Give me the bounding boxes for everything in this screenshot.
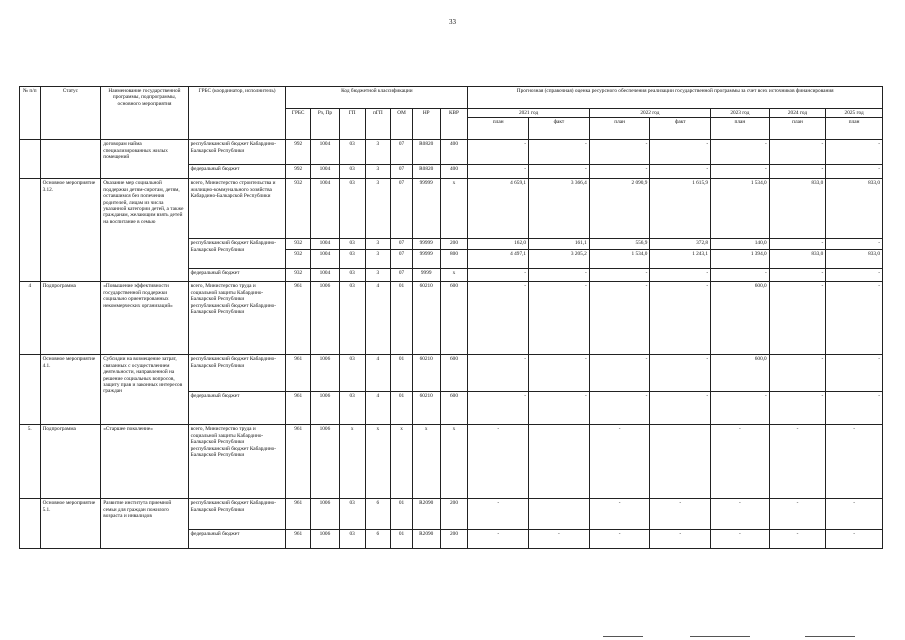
cell-grbs: всего, Министерство труда и социальной защиты Кабардино-Балкарской Республики республиканский бюджет Кабардино-Балкарской Республики bbox=[188, 282, 286, 355]
cell-value: - bbox=[826, 282, 883, 355]
cell-code: 961 bbox=[286, 499, 311, 530]
cell-value: - bbox=[826, 530, 883, 549]
cell-code: 4 bbox=[365, 282, 391, 355]
cell-value: - bbox=[529, 140, 590, 165]
cell-status: Подпрограмма bbox=[40, 282, 101, 355]
table-row bbox=[20, 179, 883, 239]
cell-value: - bbox=[529, 165, 590, 179]
cell-code: 400 bbox=[440, 140, 468, 165]
cell-value bbox=[529, 499, 590, 530]
cell-code: 600 bbox=[440, 282, 468, 355]
cell-code: R2090 bbox=[412, 530, 440, 549]
cell-value: - bbox=[826, 355, 883, 392]
cell-code: 03 bbox=[339, 530, 365, 549]
cell-value: 3 205,2 bbox=[529, 250, 590, 269]
cell-name: Субсидии на возмещение затрат, связанных с осуществлением деятельности, направленной на решение социальных вопросов, защиту прав и законных интересов граждан bbox=[101, 355, 188, 425]
cell-code: 932 bbox=[286, 269, 311, 282]
cell-value: - bbox=[826, 425, 883, 499]
cell-code: x bbox=[440, 179, 468, 239]
cell-code: 932 bbox=[286, 179, 311, 239]
cell-value: - bbox=[711, 392, 770, 425]
cell-value: - bbox=[589, 165, 650, 179]
cell-value: - bbox=[826, 499, 883, 530]
cell-code: x bbox=[440, 269, 468, 282]
cell-code: R0820 bbox=[412, 140, 440, 165]
cell-value: - bbox=[826, 140, 883, 165]
cell-value: - bbox=[650, 140, 711, 165]
cell-value: - bbox=[468, 355, 529, 392]
header-sub: план bbox=[826, 118, 883, 140]
scan-artifact bbox=[603, 636, 643, 637]
cell-value: - bbox=[826, 239, 883, 250]
cell-value: - bbox=[769, 499, 826, 530]
cell-value: - bbox=[529, 392, 590, 425]
cell-code: 03 bbox=[339, 269, 365, 282]
resource-table bbox=[19, 86, 883, 549]
cell-code: 3 bbox=[365, 165, 391, 179]
cell-value: 162,0 bbox=[468, 239, 529, 250]
cell-code: R0820 bbox=[412, 165, 440, 179]
cell-code: 1006 bbox=[311, 425, 340, 499]
cell-value: - bbox=[826, 392, 883, 425]
header-code: ГП bbox=[339, 109, 365, 140]
cell-code: 800 bbox=[440, 250, 468, 269]
cell-value: - bbox=[711, 269, 770, 282]
header-code: Рз, Пр bbox=[311, 109, 340, 140]
cell-value: 1 534,0 bbox=[589, 250, 650, 269]
cell-code: x bbox=[412, 425, 440, 499]
table-row bbox=[20, 355, 883, 392]
table-row bbox=[20, 282, 883, 355]
header-code: НР bbox=[412, 109, 440, 140]
cell-value: - bbox=[826, 269, 883, 282]
cell-value: - bbox=[650, 499, 711, 530]
cell-code: 01 bbox=[391, 282, 413, 355]
cell-value: - bbox=[589, 530, 650, 549]
cell-code: R2090 bbox=[412, 499, 440, 530]
cell-value: - bbox=[589, 140, 650, 165]
cell-code: 961 bbox=[286, 392, 311, 425]
header-num: № п/п bbox=[20, 87, 41, 140]
cell-name: договорам найма специализированных жилых помещений bbox=[101, 140, 188, 179]
cell-value: - bbox=[711, 165, 770, 179]
cell-code: 03 bbox=[339, 499, 365, 530]
cell-code: 07 bbox=[391, 239, 413, 250]
header-code-group: Код бюджетной классификации bbox=[286, 87, 468, 109]
scan-artifact bbox=[690, 636, 750, 637]
cell-code: 3 bbox=[365, 239, 391, 250]
cell-grbs: федеральный бюджет bbox=[188, 165, 286, 179]
cell-code: 6 bbox=[365, 499, 391, 530]
cell-value: - bbox=[711, 425, 770, 499]
header-code: КВР bbox=[440, 109, 468, 140]
cell-status: Подпрограмма bbox=[40, 425, 101, 499]
cell-value: - bbox=[589, 355, 650, 392]
cell-grbs: республиканский бюджет Кабардино-Балкарской Республики bbox=[188, 239, 286, 269]
cell-code: x bbox=[440, 425, 468, 499]
cell-value: - bbox=[650, 282, 711, 355]
cell-code: x bbox=[391, 425, 413, 499]
header-code: пГП bbox=[365, 109, 391, 140]
cell-code: 03 bbox=[339, 282, 365, 355]
cell-value: - bbox=[468, 392, 529, 425]
cell-code: 60210 bbox=[412, 282, 440, 355]
cell-status: Основное мероприятие 4.1. bbox=[40, 355, 101, 425]
cell-value: - bbox=[769, 355, 826, 392]
cell-value: - bbox=[769, 269, 826, 282]
header-forecast-group: Прогнозная (справочная) оценка ресурсного обеспечения реализации государственной программы за счет всех источников финансирования bbox=[468, 87, 883, 109]
cell-code: 1004 bbox=[311, 179, 340, 239]
cell-value: 833,0 bbox=[769, 179, 826, 239]
cell-value: 4 497,1 bbox=[468, 250, 529, 269]
header-year: 2021 год bbox=[468, 109, 589, 118]
cell-value: - bbox=[650, 355, 711, 392]
cell-status: Основное мероприятие 5.1. bbox=[40, 499, 101, 549]
cell-code: 961 bbox=[286, 530, 311, 549]
cell-code: 03 bbox=[339, 179, 365, 239]
cell-name: Развитие института приемной семьи для граждан пожилого возраста и инвалидов bbox=[101, 499, 188, 549]
cell-num bbox=[20, 140, 41, 179]
cell-value: - bbox=[468, 499, 529, 530]
header-sub: факт bbox=[529, 118, 590, 140]
cell-code: 99999 bbox=[412, 239, 440, 250]
page-number: 33 bbox=[449, 18, 456, 26]
cell-value: - bbox=[769, 165, 826, 179]
header-year: 2023 год bbox=[711, 109, 770, 118]
cell-value: - bbox=[769, 392, 826, 425]
cell-code: 400 bbox=[440, 165, 468, 179]
cell-code: 60210 bbox=[412, 392, 440, 425]
header-sub: план bbox=[711, 118, 770, 140]
cell-code: 03 bbox=[339, 165, 365, 179]
cell-value: - bbox=[650, 165, 711, 179]
cell-code: 07 bbox=[391, 140, 413, 165]
cell-code: x bbox=[339, 425, 365, 499]
cell-value: - bbox=[769, 530, 826, 549]
table-row bbox=[20, 140, 883, 165]
cell-value: - bbox=[769, 239, 826, 250]
cell-value: - bbox=[468, 269, 529, 282]
header-code: ОМ bbox=[391, 109, 413, 140]
cell-code: 1006 bbox=[311, 355, 340, 392]
cell-code: 03 bbox=[339, 250, 365, 269]
cell-value: - bbox=[589, 499, 650, 530]
cell-value: - bbox=[589, 392, 650, 425]
cell-value: - bbox=[711, 530, 770, 549]
cell-code: 600 bbox=[440, 355, 468, 392]
cell-status: Основное мероприятие 3.12. bbox=[40, 179, 101, 282]
cell-num: 4 bbox=[20, 282, 41, 355]
cell-code: 01 bbox=[391, 392, 413, 425]
cell-code: 07 bbox=[391, 250, 413, 269]
cell-value: 2 090,9 bbox=[589, 179, 650, 239]
cell-code: 1004 bbox=[311, 140, 340, 165]
cell-value: - bbox=[468, 140, 529, 165]
cell-code: 1004 bbox=[311, 239, 340, 250]
cell-value: - bbox=[529, 355, 590, 392]
cell-code: 961 bbox=[286, 282, 311, 355]
cell-code: 07 bbox=[391, 179, 413, 239]
cell-code: 1006 bbox=[311, 282, 340, 355]
cell-code: 200 bbox=[440, 499, 468, 530]
cell-code: 961 bbox=[286, 355, 311, 392]
cell-value: 1 615,9 bbox=[650, 179, 711, 239]
cell-num bbox=[20, 499, 41, 549]
cell-code: 07 bbox=[391, 269, 413, 282]
cell-code: 932 bbox=[286, 239, 311, 250]
cell-code: 01 bbox=[391, 355, 413, 392]
cell-value: - bbox=[711, 499, 770, 530]
cell-value: - bbox=[769, 282, 826, 355]
header-sub: план bbox=[468, 118, 529, 140]
cell-value: - bbox=[711, 140, 770, 165]
cell-value: 833,0 bbox=[826, 250, 883, 269]
cell-code: 3 bbox=[365, 179, 391, 239]
cell-code: 99999 bbox=[412, 250, 440, 269]
cell-num bbox=[20, 355, 41, 425]
cell-code: 200 bbox=[440, 530, 468, 549]
cell-grbs: федеральный бюджет bbox=[188, 392, 286, 425]
cell-code: 992 bbox=[286, 165, 311, 179]
cell-code: 600 bbox=[440, 392, 468, 425]
cell-value: 140,0 bbox=[711, 239, 770, 250]
cell-grbs: федеральный бюджет bbox=[188, 530, 286, 549]
cell-value: 161,1 bbox=[529, 239, 590, 250]
cell-value: 1 243,1 bbox=[650, 250, 711, 269]
cell-num bbox=[20, 179, 41, 282]
cell-code: 4 bbox=[365, 355, 391, 392]
cell-code: 4 bbox=[365, 392, 391, 425]
cell-value: - bbox=[769, 140, 826, 165]
cell-code: 1004 bbox=[311, 250, 340, 269]
cell-grbs: республиканский бюджет Кабардино-Балкарской Республики bbox=[188, 140, 286, 165]
header-year: 2022 год bbox=[589, 109, 710, 118]
cell-code: 9999 bbox=[412, 269, 440, 282]
cell-value: - bbox=[650, 269, 711, 282]
cell-code: 03 bbox=[339, 392, 365, 425]
header-sub: факт bbox=[650, 118, 711, 140]
cell-value: - bbox=[826, 165, 883, 179]
cell-value: 600,0 bbox=[711, 355, 770, 392]
cell-value: 4 659,1 bbox=[468, 179, 529, 239]
cell-code: 3 bbox=[365, 269, 391, 282]
cell-value: 372,8 bbox=[650, 239, 711, 250]
cell-code: 01 bbox=[391, 499, 413, 530]
cell-code: x bbox=[365, 425, 391, 499]
cell-code: 3 bbox=[365, 250, 391, 269]
header-name: Наименование государственной программы, подпрограммы, основного мероприятия bbox=[101, 87, 188, 140]
cell-value: - bbox=[529, 282, 590, 355]
cell-name: «Повышение эффективности государственной поддержки социально ориентированных некоммерческих организаций» bbox=[101, 282, 188, 355]
cell-value: - bbox=[529, 530, 590, 549]
cell-code: 1006 bbox=[311, 392, 340, 425]
header-year: 2024 год bbox=[769, 109, 826, 118]
header-sub: план bbox=[589, 118, 650, 140]
cell-value: - bbox=[468, 282, 529, 355]
cell-code: 1006 bbox=[311, 499, 340, 530]
cell-grbs: республиканский бюджет Кабардино-Балкарской Республики bbox=[188, 499, 286, 530]
cell-value: 1 534,0 bbox=[711, 179, 770, 239]
header-sub: план bbox=[769, 118, 826, 140]
table-row bbox=[20, 499, 883, 530]
cell-code: 03 bbox=[339, 355, 365, 392]
cell-code: 07 bbox=[391, 165, 413, 179]
cell-name: Оказание мер социальной поддержки детям-сиротам, детям, оставшимся без попечения родителей, лицам из числа указанной категории детей, а также гражданам, желающим взять детей на воспитание в семью bbox=[101, 179, 188, 282]
cell-value: - bbox=[468, 165, 529, 179]
header-status: Статус bbox=[40, 87, 101, 140]
scan-artifact bbox=[805, 636, 855, 637]
cell-code: 200 bbox=[440, 239, 468, 250]
cell-code: 99999 bbox=[412, 179, 440, 239]
header-grbs: ГРБС (координатор, исполнитель) bbox=[188, 87, 286, 140]
cell-value: - bbox=[529, 269, 590, 282]
cell-grbs: республиканский бюджет Кабардино-Балкарской Республики bbox=[188, 355, 286, 392]
cell-code: 1004 bbox=[311, 165, 340, 179]
cell-value: - bbox=[589, 269, 650, 282]
cell-grbs: федеральный бюджет bbox=[188, 269, 286, 282]
cell-value: 3 366,4 bbox=[529, 179, 590, 239]
cell-code: 6 bbox=[365, 530, 391, 549]
cell-code: 1006 bbox=[311, 530, 340, 549]
cell-code: 1004 bbox=[311, 269, 340, 282]
cell-value bbox=[529, 425, 590, 499]
cell-value: - bbox=[769, 425, 826, 499]
cell-value: - bbox=[650, 530, 711, 549]
cell-value: - bbox=[468, 425, 529, 499]
cell-value: 556,9 bbox=[589, 239, 650, 250]
cell-value bbox=[650, 425, 711, 499]
cell-value: - bbox=[650, 392, 711, 425]
cell-value: 600,0 bbox=[711, 282, 770, 355]
cell-name: «Старшее поколение» bbox=[101, 425, 188, 499]
cell-num: 5. bbox=[20, 425, 41, 499]
cell-value: 1 394,0 bbox=[711, 250, 770, 269]
header-code: ГРБС bbox=[286, 109, 311, 140]
cell-grbs: всего, Министерство строительства и жилищно-коммунального хозяйства Кабардино-Балкарской Республики bbox=[188, 179, 286, 239]
cell-value: 833,0 bbox=[826, 179, 883, 239]
cell-value: - bbox=[589, 282, 650, 355]
cell-value: - bbox=[468, 530, 529, 549]
cell-value: - bbox=[589, 425, 650, 499]
cell-status bbox=[40, 140, 101, 179]
cell-code: 3 bbox=[365, 140, 391, 165]
cell-code: 03 bbox=[339, 239, 365, 250]
cell-code: 961 bbox=[286, 425, 311, 499]
cell-code: 932 bbox=[286, 250, 311, 269]
cell-code: 60210 bbox=[412, 355, 440, 392]
cell-value: 833,0 bbox=[769, 250, 826, 269]
table-row bbox=[20, 425, 883, 499]
cell-code: 992 bbox=[286, 140, 311, 165]
cell-code: 03 bbox=[339, 140, 365, 165]
cell-code: 01 bbox=[391, 530, 413, 549]
header-year: 2025 год bbox=[826, 109, 883, 118]
cell-grbs: всего, Министерство труда и социальной защиты Кабардино-Балкарской Республики республиканский бюджет Кабардино-Балкарской Республики bbox=[188, 425, 286, 499]
